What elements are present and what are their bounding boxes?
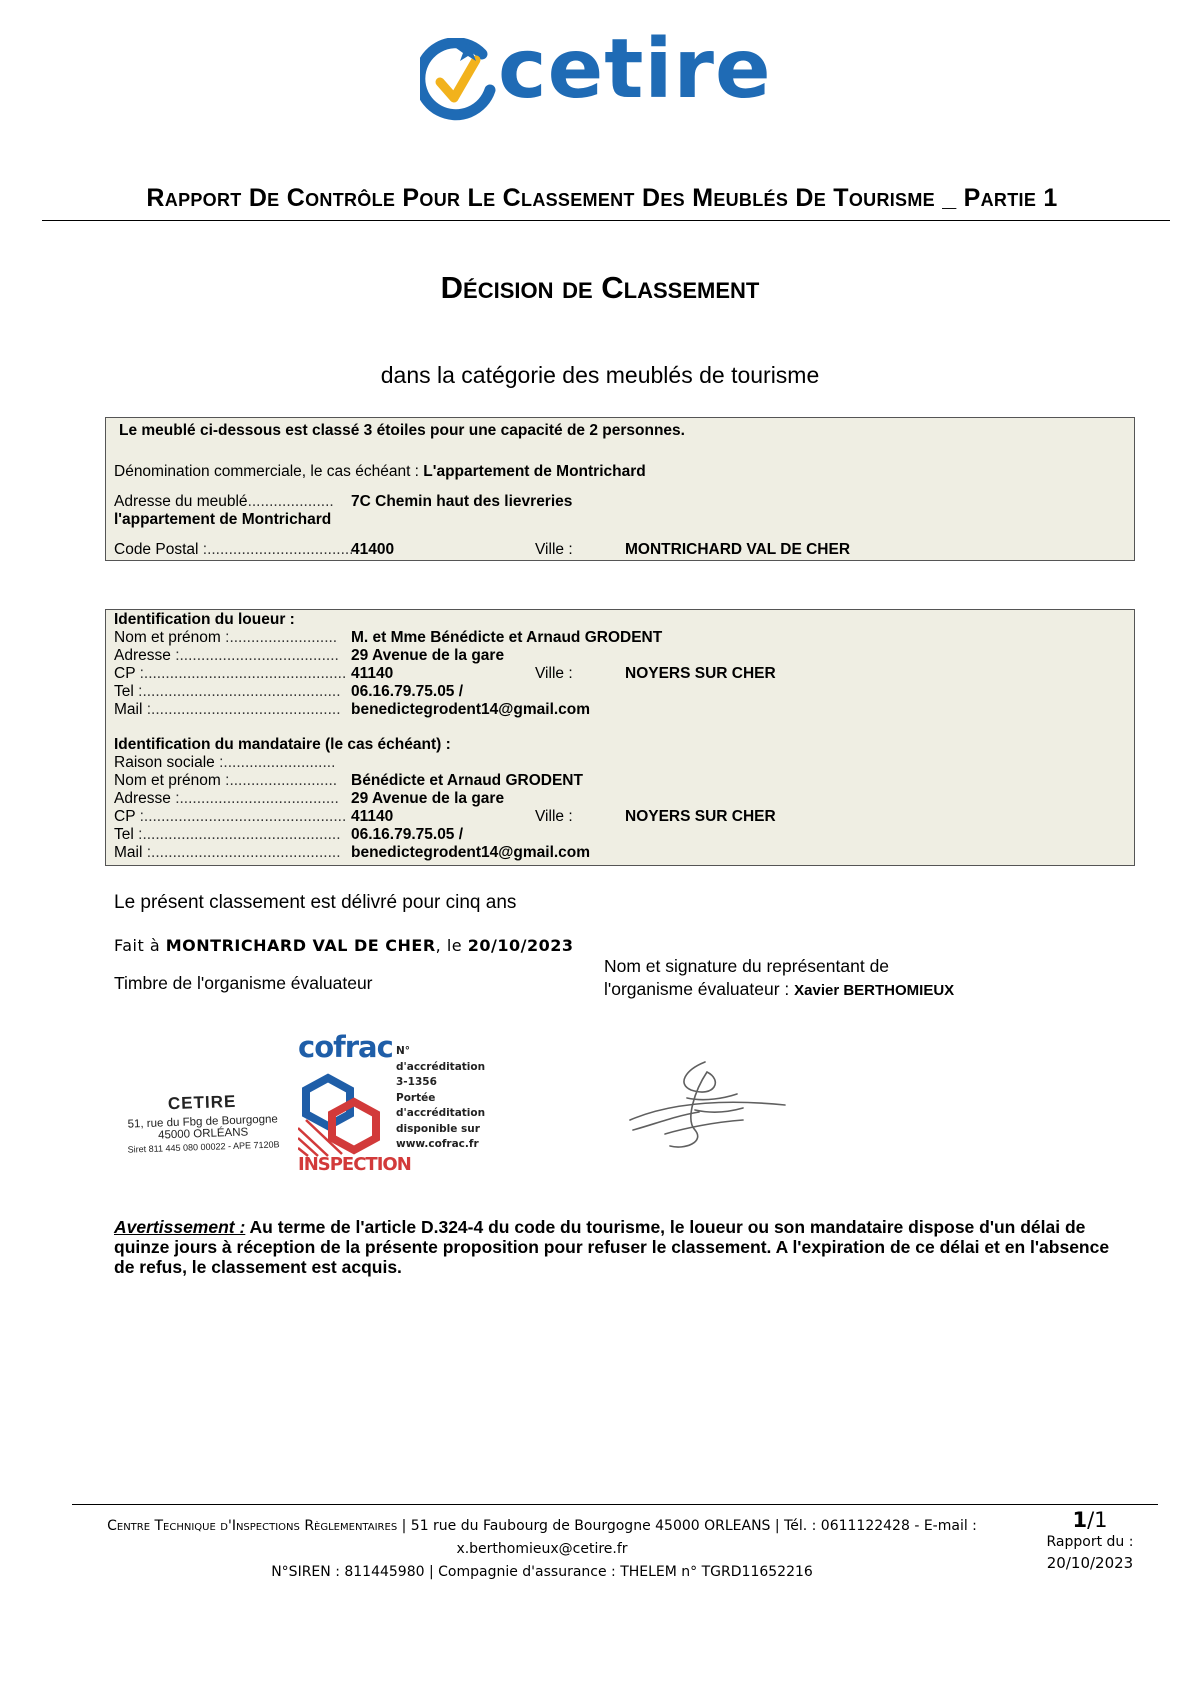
loueur-ville-label: Ville : (535, 665, 573, 682)
signature-label-line1: Nom et signature du représentant de (604, 956, 890, 976)
mandataire-raison-row (114, 754, 335, 772)
cp-label: Code Postal (114, 541, 199, 558)
loueur-nom-row (114, 629, 337, 647)
star-check-icon (420, 38, 500, 122)
cp-value: 41400 (351, 541, 395, 558)
mandataire-nom-row (114, 772, 337, 790)
cofrac-hexagon-icon (298, 1066, 390, 1164)
accreditation-line: www.cofrac.fr (396, 1138, 479, 1150)
fait-date: 20/10/2023 (467, 936, 574, 955)
mandataire-ville-label: Ville : (535, 808, 573, 825)
page-info (1020, 1508, 1160, 1574)
rapport-label: Rapport du : (1046, 1534, 1134, 1550)
dot-leader: :............................................ (146, 701, 341, 718)
denomination-row (114, 463, 646, 481)
subtitle: dans la catégorie des meublés de tourisme (380, 362, 820, 388)
dot-leader: :.............................................. (138, 826, 341, 843)
accreditation-line: N° d'accréditation (396, 1045, 486, 1073)
denomination-value: L'appartement de Montrichard (423, 463, 646, 480)
rapport-date: 20/10/2023 (1046, 1554, 1134, 1572)
company-stamp (117, 1090, 289, 1168)
stamp-siret: Siret 811 445 080 00022 - APE 7120B (127, 1139, 280, 1155)
mandataire-tel-row (114, 826, 341, 844)
meuble-box (105, 417, 1135, 561)
dot-leader: :......................... (225, 772, 338, 789)
dot-leader: :.................................. (202, 541, 354, 558)
field-label: Adresse (114, 647, 171, 664)
signature-label-line2: l'organisme évaluateur : (604, 979, 790, 999)
dot-leader: :......................... (225, 629, 338, 646)
loueur-tel-row (114, 683, 341, 701)
footer-divider (72, 1504, 1158, 1505)
loueur-nom-value: M. et Mme Bénédicte et Arnaud GRODENT (351, 629, 663, 646)
fait-prefix: Fait à (114, 936, 161, 955)
loueur-ville-value: NOYERS SUR CHER (625, 665, 776, 682)
footer-company: Centre Technique d'Inspections Règlementaires (107, 1518, 398, 1534)
classification-statement: Le meublé ci-dessous est classé 3 étoiles pour une capacité de 2 personnes. (119, 422, 685, 439)
footer-address: | 51 rue du Faubourg de Bourgogne 45000 ORLEANS | Tél. : 0611122428 - E-mail : (397, 1518, 977, 1534)
adresse-label: Adresse du meublé (114, 493, 248, 510)
adresse-line2: l'appartement de Montrichard (114, 511, 332, 528)
loueur-mail-value: benedictegrodent14@gmail.com (351, 701, 591, 718)
field-label: Tel (114, 826, 134, 843)
field-label: CP (114, 665, 136, 682)
mandataire-cp-row (114, 808, 346, 826)
mandataire-heading: Identification du mandataire (le cas échéant) : (114, 736, 451, 753)
loueur-adresse-value: 29 Avenue de la gare (351, 647, 505, 664)
cofrac-inspection: INSPECTION (298, 1154, 411, 1175)
signatory-name: Xavier BERTHOMIEUX (794, 982, 955, 999)
stamp-name: CETIRE (167, 1091, 237, 1114)
mandataire-adresse-value: 29 Avenue de la gare (351, 790, 505, 807)
dot-leader: :.............................................. (138, 683, 341, 700)
validity-text: Le présent classement est délivré pour cinq ans (114, 892, 517, 913)
fait-place: MONTRICHARD VAL DE CHER (165, 936, 436, 955)
loueur-mail-row (114, 701, 341, 719)
mandataire-ville-value: NOYERS SUR CHER (625, 808, 776, 825)
mandataire-tel-value: 06.16.79.75.05 / (351, 826, 464, 843)
dot-leader: :..................................... (175, 790, 339, 807)
decision-heading: Décision de Classement (440, 270, 760, 305)
logo-text: cetire (498, 22, 772, 117)
cofrac-brand: cofrac (298, 1030, 393, 1064)
report-title: Rapport De Contrôle Pour Le Classement Des Meublés De Tourisme _ Partie 1 (146, 184, 1058, 212)
cofrac-accreditation (396, 1044, 498, 1153)
footer-siren: N°SIREN : 811445980 | Compagnie d'assurance : THELEM n° TGRD11652216 (271, 1564, 813, 1580)
fait-line (114, 936, 573, 955)
warning-lead: Avertissement : (114, 1217, 246, 1237)
identification-box (105, 609, 1135, 866)
fait-le: , le (435, 936, 463, 955)
loueur-cp-value: 41140 (351, 665, 394, 682)
stamp-city: 45000 ORLÉANS (157, 1126, 249, 1142)
accreditation-line: d'accréditation (396, 1107, 486, 1119)
footer-email: x.berthomieux@cetire.fr (456, 1541, 628, 1557)
footer-info (72, 1515, 1012, 1584)
cofrac-logo (298, 1030, 498, 1182)
mandataire-mail-row (114, 844, 341, 862)
signature-label (604, 955, 954, 1002)
dot-leader: .................... (247, 493, 334, 510)
loueur-adresse-row (114, 647, 339, 665)
title-divider (42, 220, 1170, 221)
field-label: Adresse (114, 790, 171, 807)
handwritten-signature (625, 1050, 795, 1170)
field-label: Tel (114, 683, 134, 700)
field-label: Nom et prénom (114, 629, 221, 646)
field-label: Raison sociale (114, 754, 215, 771)
field-label: Mail (114, 701, 143, 718)
dot-leader: :..................................... (175, 647, 339, 664)
loueur-tel-value: 06.16.79.75.05 / (351, 683, 464, 700)
adresse-value: 7C Chemin haut des lievreries (351, 493, 573, 510)
field-label: CP (114, 808, 136, 825)
mandataire-mail-value: benedictegrodent14@gmail.com (351, 844, 591, 861)
mandataire-adresse-row (114, 790, 339, 808)
warning-paragraph (114, 1217, 1124, 1277)
mandataire-cp-value: 41140 (351, 808, 394, 825)
field-label: Mail (114, 844, 143, 861)
adresse-meuble-row (114, 493, 334, 511)
stamp-address: 51, rue du Fbg de Bourgogne (127, 1113, 279, 1131)
timbre-label: Timbre de l'organisme évaluateur (114, 973, 373, 993)
denomination-label: Dénomination commerciale, le cas échéant : (114, 463, 419, 480)
accreditation-line: 3-1356 (396, 1076, 437, 1088)
page-current: 1 (1072, 1508, 1088, 1532)
page-total: /1 (1087, 1508, 1108, 1532)
accreditation-line: Portée (396, 1091, 436, 1104)
code-postal-row (114, 541, 354, 559)
dot-leader: :............................................ (146, 844, 341, 861)
loueur-cp-row (114, 665, 346, 683)
mandataire-nom-value: Bénédicte et Arnaud GRODENT (351, 772, 583, 789)
warning-text: Au terme de l'article D.324-4 du code du tourisme, le loueur ou son mandataire dispose d'un délai de quinze jours à réception de la présente proposition pour refuser le classement. A l'expiration de ce délai et en l'absence de refus, le classement est acquis. (114, 1217, 1110, 1277)
ville-value: MONTRICHARD VAL DE CHER (625, 541, 851, 558)
dot-leader: :............................................... (139, 808, 347, 825)
ville-label: Ville : (535, 541, 573, 558)
accreditation-line: disponible sur (396, 1122, 480, 1135)
dot-leader: :.......................... (219, 754, 336, 771)
company-logo (420, 22, 772, 126)
field-label: Nom et prénom (114, 772, 221, 789)
loueur-heading: Identification du loueur : (114, 611, 295, 628)
dot-leader: :............................................... (139, 665, 347, 682)
